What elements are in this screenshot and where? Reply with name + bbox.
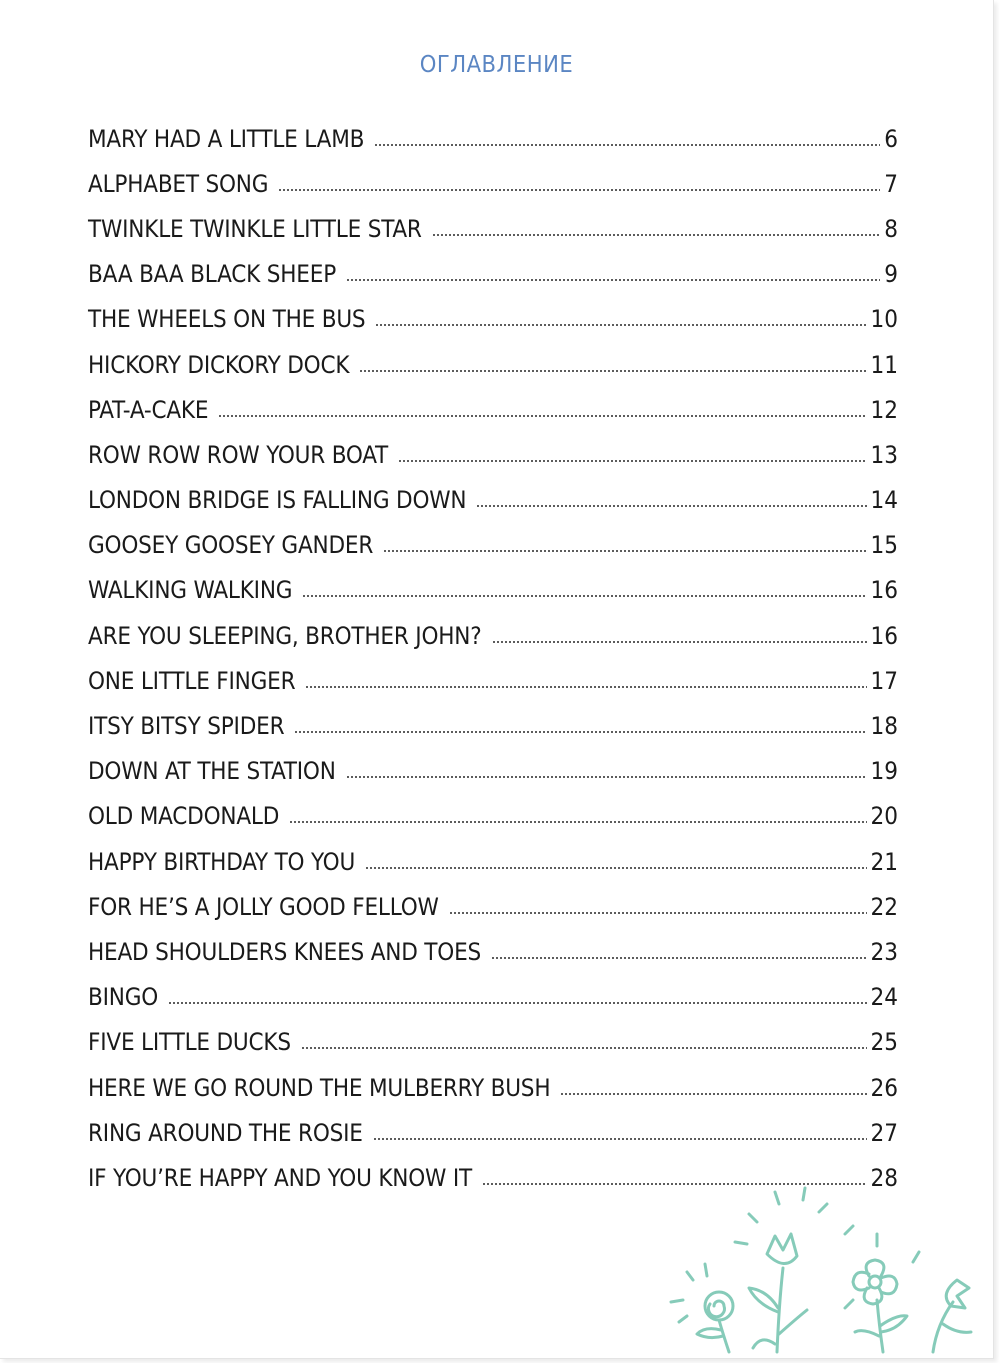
toc-entry-title: DOWN AT THE STATION xyxy=(88,757,336,786)
dot-leader xyxy=(346,278,880,282)
toc-entry-page: 15 xyxy=(870,531,898,560)
toc-entry-page: 12 xyxy=(870,395,898,424)
toc-entry-page: 21 xyxy=(870,847,898,876)
toc-entry[interactable] xyxy=(88,252,898,297)
toc-entry-page: 27 xyxy=(870,1118,898,1147)
toc-entry[interactable] xyxy=(88,297,898,342)
toc-entry[interactable] xyxy=(88,432,898,477)
dot-leader xyxy=(218,414,866,418)
toc-entry-title: IF YOU’RE HAPPY AND YOU KNOW IT xyxy=(88,1163,472,1192)
toc-entry-title: GOOSEY GOOSEY GANDER xyxy=(88,531,374,560)
toc-entry-page: 9 xyxy=(884,260,898,289)
flowers-doodle-icon xyxy=(657,1184,987,1354)
dot-leader xyxy=(398,459,867,463)
toc-entry-page: 18 xyxy=(870,712,898,741)
toc-entry-page: 14 xyxy=(870,486,898,515)
dot-leader xyxy=(373,1137,867,1141)
toc-entry-page: 26 xyxy=(870,1073,898,1102)
toc-entry-title: ONE LITTLE FINGER xyxy=(88,666,296,695)
dot-leader xyxy=(491,956,867,960)
toc-entry-title: TWINKLE TWINKLE LITTLE STAR xyxy=(88,214,422,243)
dot-leader xyxy=(476,504,866,508)
toc-entry[interactable] xyxy=(88,478,898,523)
toc-entry[interactable] xyxy=(88,975,898,1020)
toc-entry-title: HEAD SHOULDERS KNEES AND TOES xyxy=(88,937,482,966)
toc-entry-title: ROW ROW ROW YOUR BOAT xyxy=(88,440,388,469)
toc-entry-page: 19 xyxy=(870,757,898,786)
toc-entry-page: 17 xyxy=(870,666,898,695)
toc-entry[interactable] xyxy=(88,568,898,613)
toc-entry[interactable] xyxy=(88,884,898,929)
dot-leader xyxy=(383,549,866,553)
toc-entry-title: THE WHEELS ON THE BUS xyxy=(88,305,366,334)
dot-leader xyxy=(301,1046,867,1050)
toc-entry-page: 24 xyxy=(870,983,898,1012)
toc-entry[interactable] xyxy=(88,613,898,658)
toc-entry-title: BAA BAA BLACK SHEEP xyxy=(88,260,337,289)
toc-entry[interactable] xyxy=(88,1020,898,1065)
toc-entry-page: 20 xyxy=(870,802,898,831)
toc-entry[interactable] xyxy=(88,116,898,161)
toc-entry-page: 11 xyxy=(870,350,898,379)
toc-entry-title: LONDON BRIDGE IS FALLING DOWN xyxy=(88,486,467,515)
toc-entry[interactable] xyxy=(88,1110,898,1155)
dot-leader xyxy=(560,1092,866,1096)
toc-entry[interactable] xyxy=(88,929,898,974)
toc-entry-title: WALKING WALKING xyxy=(88,576,293,605)
page-title: ОГЛАВЛЕНИЕ xyxy=(419,52,574,78)
toc-entry-title: FOR HE’S A JOLLY GOOD FELLOW xyxy=(88,892,439,921)
toc-entry-page: 10 xyxy=(870,305,898,334)
toc-entry[interactable] xyxy=(88,342,898,387)
dot-leader xyxy=(365,866,866,870)
toc-entry-title: HERE WE GO ROUND THE MULBERRY BUSH xyxy=(88,1073,551,1102)
dot-leader xyxy=(449,911,867,915)
toc-entry-page: 16 xyxy=(870,576,898,605)
toc-entry[interactable] xyxy=(88,206,898,251)
toc-entry-title: ITSY BITSY SPIDER xyxy=(88,712,285,741)
toc-entry-title: BINGO xyxy=(88,983,159,1012)
toc-entry[interactable] xyxy=(88,749,898,794)
dot-leader xyxy=(374,143,880,147)
toc-entry-page: 28 xyxy=(870,1163,898,1192)
toc-entry-title: RING AROUND THE ROSIE xyxy=(88,1118,363,1147)
dot-leader xyxy=(289,820,866,824)
toc-entry-title: ARE YOU SLEEPING, BROTHER JOHN? xyxy=(88,621,482,650)
toc-entry[interactable] xyxy=(88,794,898,839)
toc-entry[interactable] xyxy=(88,703,898,748)
dot-leader xyxy=(492,640,867,644)
toc-entry-title: OLD MACDONALD xyxy=(88,802,280,831)
toc-entry-page: 13 xyxy=(870,440,898,469)
dot-leader xyxy=(278,188,880,192)
toc-entry-title: HICKORY DICKORY DOCK xyxy=(88,350,350,379)
table-of-contents xyxy=(88,116,898,1201)
toc-entry-page: 23 xyxy=(870,937,898,966)
toc-entry-title: ALPHABET SONG xyxy=(88,169,269,198)
dot-leader xyxy=(359,369,866,373)
dot-leader xyxy=(305,685,866,689)
toc-entry[interactable] xyxy=(88,839,898,884)
dot-leader xyxy=(302,594,866,598)
toc-entry-page: 8 xyxy=(884,214,898,243)
toc-entry[interactable] xyxy=(88,387,898,432)
toc-entry[interactable] xyxy=(88,523,898,568)
toc-entry-page: 6 xyxy=(884,124,898,153)
toc-entry-page: 22 xyxy=(870,892,898,921)
toc-entry-page: 7 xyxy=(884,169,898,198)
dot-leader xyxy=(294,730,866,734)
dot-leader xyxy=(168,1001,866,1005)
dot-leader xyxy=(375,323,866,327)
toc-entry-page: 25 xyxy=(870,1028,898,1057)
dot-leader xyxy=(432,233,880,237)
toc-entry-title: HAPPY BIRTHDAY TO YOU xyxy=(88,847,356,876)
toc-entry[interactable] xyxy=(88,1065,898,1110)
toc-entry-page: 16 xyxy=(870,621,898,650)
toc-entry-title: PAT-A-CAKE xyxy=(88,395,209,424)
toc-entry[interactable] xyxy=(88,161,898,206)
toc-entry[interactable] xyxy=(88,658,898,703)
toc-entry-title: MARY HAD A LITTLE LAMB xyxy=(88,124,365,153)
toc-entry-title: FIVE LITTLE DUCKS xyxy=(88,1028,291,1057)
dot-leader xyxy=(346,775,867,779)
